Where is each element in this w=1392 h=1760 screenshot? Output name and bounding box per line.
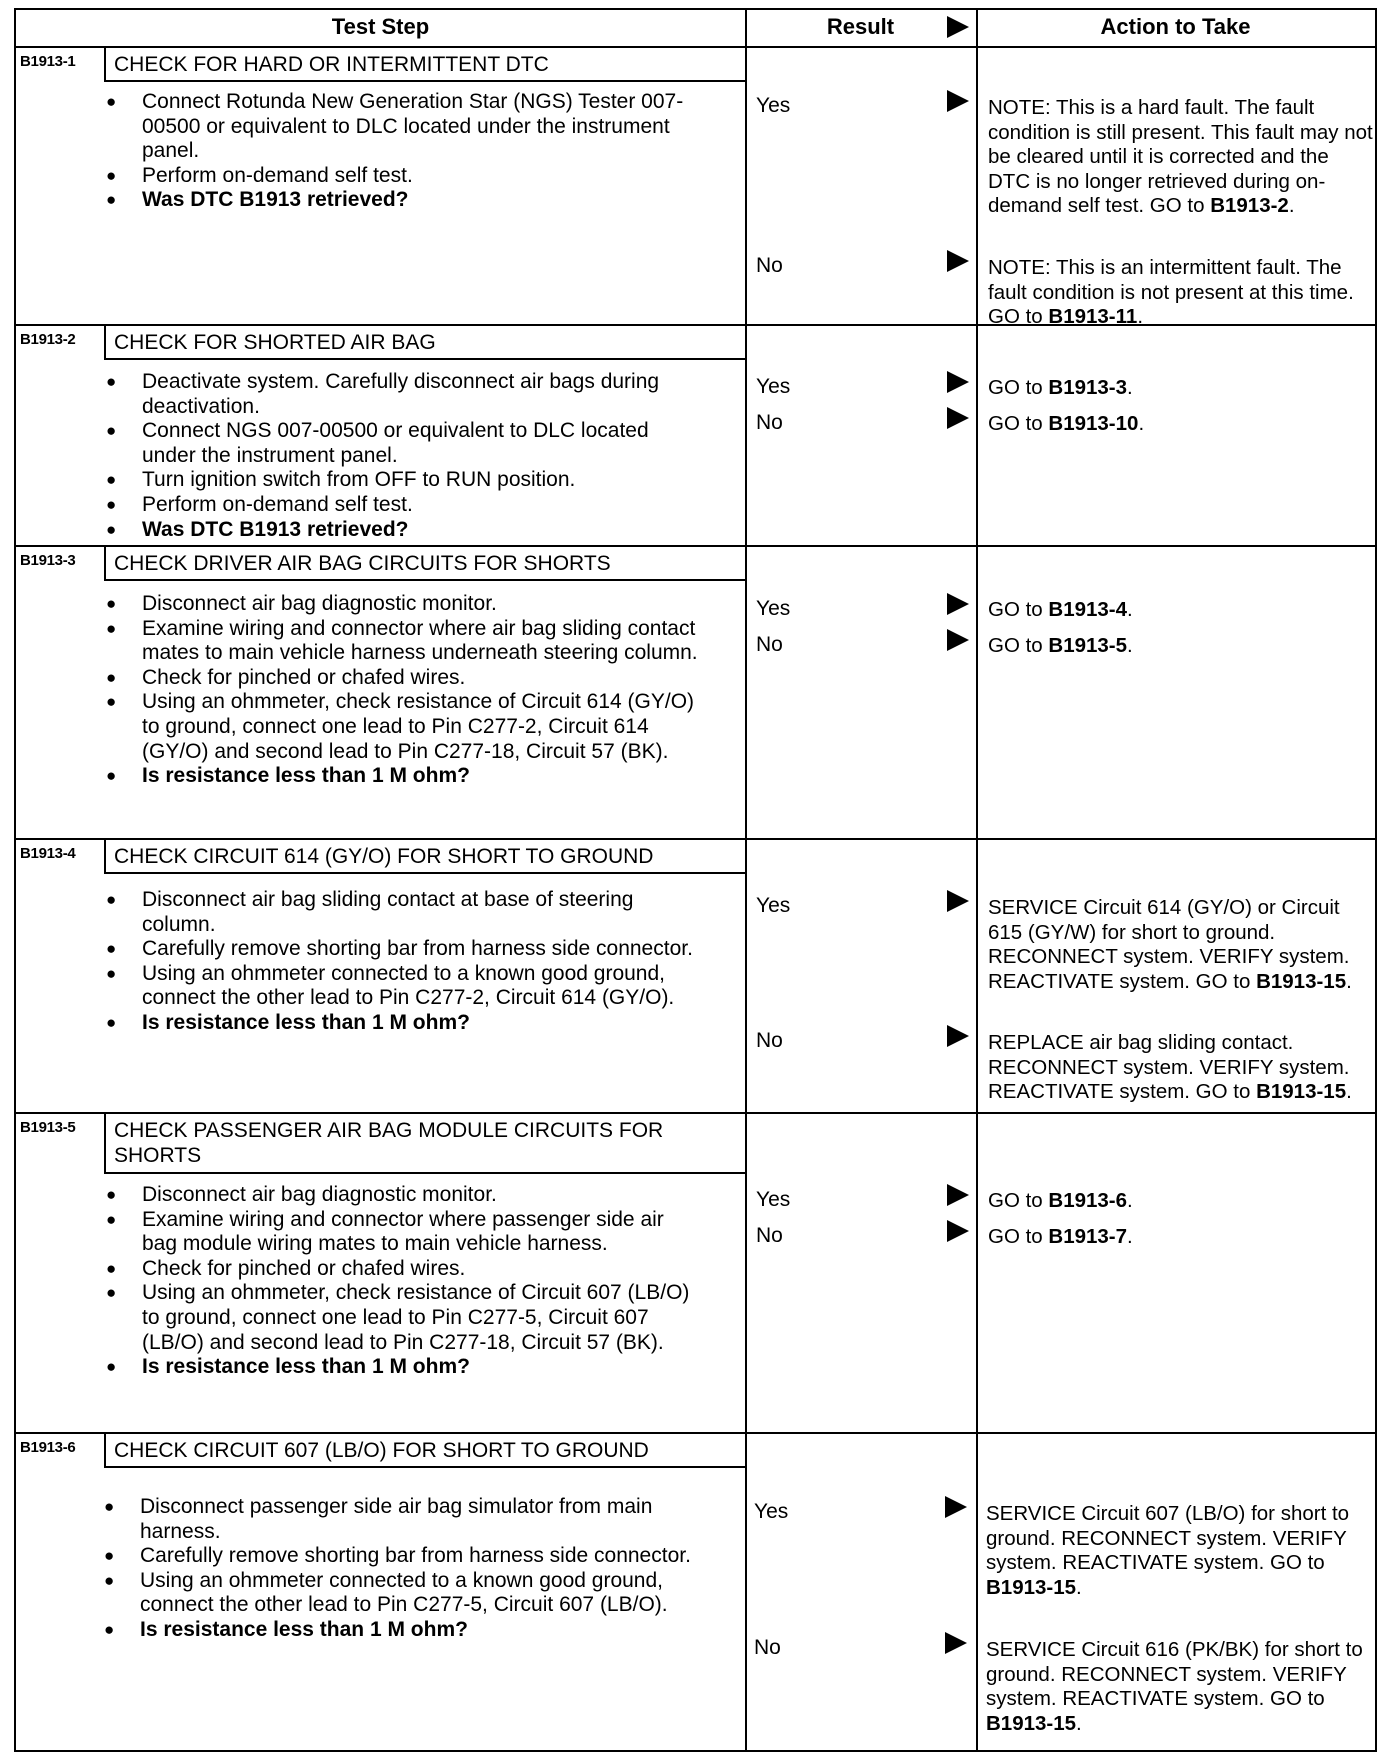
bullet-item: ● Carefully remove shorting bar from harness side connector. <box>104 937 704 962</box>
result-arrow-icon <box>947 1184 969 1206</box>
result-no: No <box>756 411 783 434</box>
action-ref: B1913-3 <box>1048 376 1128 399</box>
bullet-question: ● Is resistance less than 1 M ohm? <box>104 764 704 789</box>
action-ref: B1913-10 <box>1048 412 1139 435</box>
bullet-item: ● Carefully remove shorting bar from harness side connector. <box>102 1544 704 1569</box>
action-text: REPLACE air bag sliding contact. RECONNECT system. VERIFY system. REACTIVATE system. GO to B1913-15. <box>988 1031 1352 1104</box>
action-ref: B1913-5 <box>1048 634 1128 657</box>
action-ref: B1913-11 <box>1048 305 1138 329</box>
step-title-box <box>104 324 745 360</box>
bullet-item: ● Disconnect air bag sliding contact at base of steering column. <box>104 888 704 937</box>
step-title: CHECK FOR SHORTED AIR BAG <box>114 331 436 354</box>
step-id: B1913-2 <box>20 331 76 348</box>
action-text: GO to B1913-4. <box>988 598 1133 621</box>
step-id: B1913-4 <box>20 845 76 862</box>
column-divider <box>745 10 747 1750</box>
action-ref: B1913-4 <box>1048 598 1128 621</box>
result-yes: Yes <box>756 597 791 620</box>
bullet-item: ● Examine wiring and connector where passenger side air bag module wiring mates to main vehicle harness. <box>104 1208 704 1257</box>
result-no: No <box>756 1029 783 1052</box>
step-bullets <box>104 370 704 542</box>
bullet-item: ● Perform on-demand self test. <box>104 493 704 518</box>
action-text: GO to B1913-10. <box>988 412 1145 435</box>
header-arrow-icon <box>947 16 969 38</box>
action-text: NOTE: This is a hard fault. The fault condition is still present. This fault may not be cleared until it is corrected and the DTC is no longer retrieved during on-demand self test. GO to B1913-2. <box>988 96 1373 218</box>
result-yes: Yes <box>756 375 791 398</box>
step-title-box <box>104 545 745 581</box>
bullet-question: ● Was DTC B1913 retrieved? <box>104 518 704 543</box>
result-arrow-icon <box>947 629 969 651</box>
bullet-item: ● Connect Rotunda New Generation Star (NGS) Tester 007-00500 or equivalent to DLC located under the instrument panel. <box>104 90 704 164</box>
step-title-box <box>104 838 745 874</box>
bullet-item: ● Perform on-demand self test. <box>104 164 704 189</box>
action-ref: B1913-15 <box>1256 1080 1347 1104</box>
step-title: CHECK FOR HARD OR INTERMITTENT DTC <box>114 53 549 76</box>
result-arrow-icon <box>947 371 969 393</box>
step-id: B1913-6 <box>20 1439 76 1456</box>
result-yes: Yes <box>756 1188 791 1211</box>
result-yes: Yes <box>756 94 791 117</box>
diagnostic-table <box>14 8 1377 1752</box>
step-title: CHECK CIRCUIT 614 (GY/O) FOR SHORT TO GROUND <box>114 845 654 868</box>
bullet-question: ● Is resistance less than 1 M ohm? <box>102 1618 704 1643</box>
bullet-item: ● Check for pinched or chafed wires. <box>104 666 704 691</box>
action-text: SERVICE Circuit 616 (PK/BK) for short to ground. RECONNECT system. VERIFY system. REACTIVATE system. GO to B1913-15. <box>986 1638 1363 1735</box>
action-ref: B1913-7 <box>1048 1225 1128 1248</box>
bullet-question: ● Was DTC B1913 retrieved? <box>104 188 704 213</box>
result-arrow-icon <box>945 1496 967 1518</box>
bullet-item: ● Disconnect air bag diagnostic monitor. <box>104 1183 704 1208</box>
column-divider <box>976 10 978 1750</box>
action-ref: B1913-2 <box>1210 194 1289 218</box>
bullet-item: ● Connect NGS 007-00500 or equivalent to DLC located under the instrument panel. <box>104 419 704 468</box>
action-ref: B1913-6 <box>1048 1189 1128 1212</box>
bullet-item: ● Using an ohmmeter connected to a known good ground, connect the other lead to Pin C277-2, Circuit 614 (GY/O). <box>104 962 704 1011</box>
result-arrow-icon <box>947 250 969 272</box>
bullet-item: ● Using an ohmmeter, check resistance of Circuit 607 (LB/O) to ground, connect one lead to Pin C277-5, Circuit 607 (LB/O) and second lead to Pin C277-18, Circuit 57 (BK). <box>104 1281 704 1355</box>
header-result <box>745 10 976 48</box>
bullet-item: ● Disconnect passenger side air bag simulator from main harness. <box>102 1495 704 1544</box>
action-text: GO to B1913-3. <box>988 376 1133 399</box>
bullet-question: ● Is resistance less than 1 M ohm? <box>104 1355 704 1380</box>
bullet-item: ● Using an ohmmeter connected to a known good ground, connect the other lead to Pin C277-5, Circuit 607 (LB/O). <box>102 1569 704 1618</box>
step-title-box <box>104 1112 745 1174</box>
bullet-question: ● Is resistance less than 1 M ohm? <box>104 1011 704 1036</box>
action-text: GO to B1913-5. <box>988 634 1133 657</box>
step-bullets <box>104 1183 704 1380</box>
bullet-item: ● Disconnect air bag diagnostic monitor. <box>104 592 704 617</box>
result-arrow-icon <box>947 90 969 112</box>
step-bullets <box>104 90 704 213</box>
result-arrow-icon <box>945 1632 967 1654</box>
action-text: NOTE: This is an intermittent fault. The fault condition is not present at this time. GO to B1913-11. <box>988 256 1354 329</box>
step-title-box <box>104 46 745 82</box>
bullet-item: ● Examine wiring and connector where air bag sliding contact mates to main vehicle harness underneath steering column. <box>104 617 704 666</box>
result-no: No <box>756 254 783 277</box>
action-text: SERVICE Circuit 607 (LB/O) for short to ground. RECONNECT system. VERIFY system. REACTIVATE system. GO to B1913-15. <box>986 1502 1350 1599</box>
result-arrow-icon <box>947 890 969 912</box>
bullet-item: ● Deactivate system. Carefully disconnect air bags during deactivation. <box>104 370 704 419</box>
result-no: No <box>754 1636 781 1659</box>
action-text: GO to B1913-6. <box>988 1189 1133 1212</box>
step-id: B1913-5 <box>20 1119 76 1136</box>
result-arrow-icon <box>947 593 969 615</box>
result-arrow-icon <box>947 1220 969 1242</box>
action-ref: B1913-15 <box>986 1575 1077 1599</box>
header-result-label: Result <box>826 14 895 39</box>
action-ref: B1913-15 <box>1256 969 1347 993</box>
action-text: SERVICE Circuit 614 (GY/O) or Circuit 615 (GY/W) for short to ground. RECONNECT system. VERIFY system. REACTIVATE system. GO to B1913-15. <box>988 896 1352 993</box>
bullet-item: ● Check for pinched or chafed wires. <box>104 1257 704 1282</box>
step-bullets <box>104 888 704 1036</box>
step-title: CHECK DRIVER AIR BAG CIRCUITS FOR SHORTS <box>114 552 611 575</box>
bullet-item: ● Turn ignition switch from OFF to RUN position. <box>104 468 704 493</box>
bullet-item: ● Using an ohmmeter, check resistance of Circuit 614 (GY/O) to ground, connect one lead to Pin C277-2, Circuit 614 (GY/O) and second lead to Pin C277-18, Circuit 57 (BK). <box>104 690 704 764</box>
result-arrow-icon <box>947 1025 969 1047</box>
step-id: B1913-3 <box>20 552 76 569</box>
action-ref: B1913-15 <box>986 1711 1077 1735</box>
header-action: Action to Take <box>976 10 1375 48</box>
result-no: No <box>756 633 783 656</box>
step-title: CHECK PASSENGER AIR BAG MODULE CIRCUITS FOR SHORTS <box>114 1119 664 1167</box>
result-yes: Yes <box>754 1500 789 1523</box>
result-no: No <box>756 1224 783 1247</box>
step-id: B1913-1 <box>20 53 76 70</box>
step-bullets <box>104 592 704 789</box>
result-yes: Yes <box>756 894 791 917</box>
step-title-box <box>104 1432 745 1468</box>
header-test-step: Test Step <box>16 10 745 48</box>
step-title: CHECK CIRCUIT 607 (LB/O) FOR SHORT TO GROUND <box>114 1439 649 1462</box>
step-bullets <box>102 1495 704 1643</box>
result-arrow-icon <box>947 407 969 429</box>
action-text: GO to B1913-7. <box>988 1225 1133 1248</box>
